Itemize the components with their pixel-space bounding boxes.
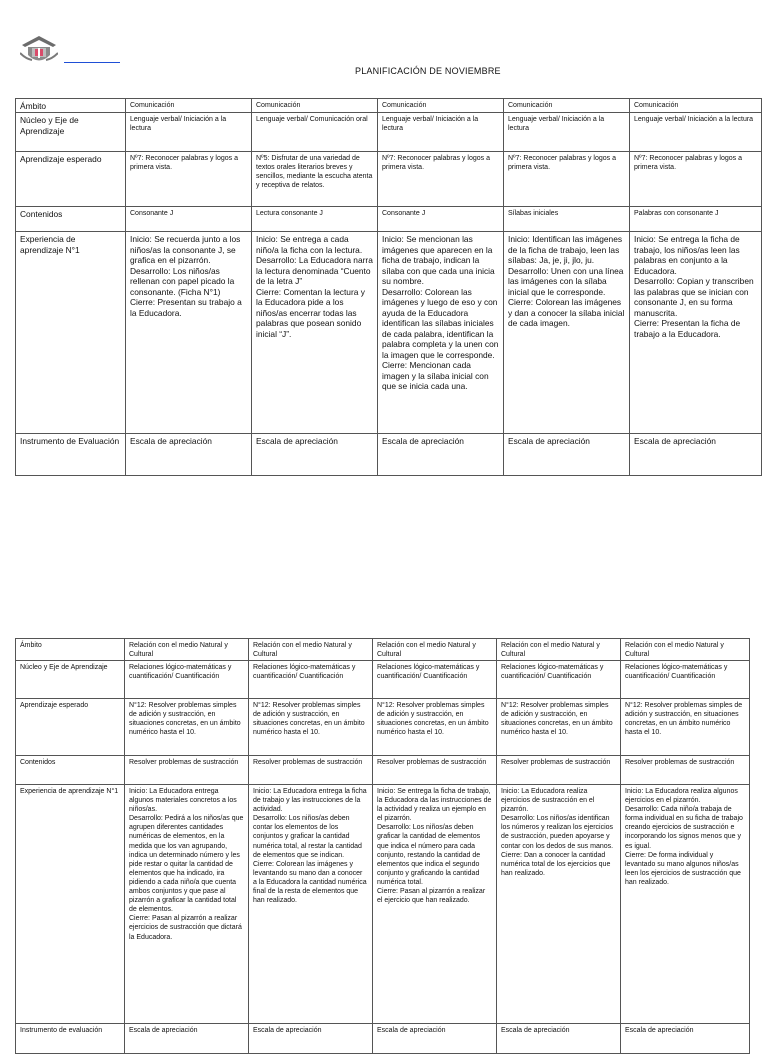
table-cell: Escala de apreciación (621, 1024, 750, 1054)
table-row (16, 152, 762, 207)
table-cell: Palabras con consonante J (630, 207, 762, 232)
table-cell: Resolver problemas de sustracción (621, 756, 750, 785)
row-label: Aprendizaje esperado (16, 699, 125, 756)
table-cell: Comunicación (252, 99, 378, 113)
table-cell: Escala de apreciación (630, 434, 762, 476)
table-cell: Lenguaje verbal/ Comunicación oral (252, 113, 378, 152)
table-cell: N°12: Resolver problemas simples de adición y sustracción, en situaciones concretas, en un ámbito numérico hasta el 10. (125, 699, 249, 756)
row-label: Experiencia de aprendizaje N°1 (16, 232, 126, 434)
row-label: Aprendizaje esperado (16, 152, 126, 207)
table-cell: Nº7: Reconocer palabras y logos a primera vista. (630, 152, 762, 207)
logo-link-underline (64, 62, 120, 63)
table-cell: Escala de apreciación (373, 1024, 497, 1054)
table-cell: N°12: Resolver problemas simples de adición y sustracción, en situaciones concretas, en un ámbito numérico hasta el 10. (249, 699, 373, 756)
table-row (16, 434, 762, 476)
table-cell: Inicio: Se entrega a cada niño/a la ficha con la lectura. Desarrollo: La Educadora narra la lectura denominada “Cuento de la letra J” Cierre: Comentan la lectura y la Educadora pide a los niños/as encerrar todas las palabras que posean sonido inicial “J”. (252, 232, 378, 434)
table-cell: Resolver problemas de sustracción (373, 756, 497, 785)
table-cell: Lenguaje verbal/ Iniciación a la lectura (630, 113, 762, 152)
table-cell: N°12: Resolver problemas simples de adición y sustracción, en situaciones concretas, en un ámbito numérico hasta el 10. (497, 699, 621, 756)
table-cell: Escala de apreciación (125, 1024, 249, 1054)
table-cell: Inicio: La Educadora entrega algunos materiales concretos a los niños/as. Desarrollo: Pedirá a los niños/as que agrupen diferentes cantidades numéricas de elementos, en la medida que los van agrupando, indica un determinado número y les pide restar o quitar la cantidad de elementos que ha indicado, ira pidiendo a cada niño/a que cuenta ambos conjuntos y que pase al pizarrón a graficar la cantidad total de elementos. Cierre: Pasan al pizarrón a realizar ejercicios de sustracción que dictará la Educadora. (125, 785, 249, 1024)
table-cell: Inicio: Se recuerda junto a los niños/as la consonante J, se grafica en el pizarrón. Desarrollo: Los niños/as rellenan con papel picado la consonante. (Ficha N°1) Cierre: Presentan su trabajo a la Educadora. (126, 232, 252, 434)
table-cell: Inicio: La Educadora entrega la ficha de trabajo y las instrucciones de la actividad. Desarrollo: Los niños/as deben contar los elementos de los conjuntos y graficar la cantidad numérica total, al restar la cantidad de elementos que se indican. Cierre: Colorean las imágenes y levantando su mano dan a conocer a la Educadora la cantidad numérica final de la resta de elementos que han realizado. (249, 785, 373, 1024)
table-row (16, 113, 762, 152)
table-row (16, 699, 750, 756)
table-cell: Inicio: Identifican las imágenes de la ficha de trabajo, leen las sílabas: Ja, je, ji, jlo, ju. Desarrollo: Unen con una línea las imágenes con la sílaba inicial que le corresponde. Cierre: Colorean las imágenes y dan a conocer la sílaba inicial de cada imagen. (504, 232, 630, 434)
table-cell: Relaciones lógico-matemáticas y cuantificación/ Cuantificación (249, 661, 373, 699)
table-row (16, 207, 762, 232)
table-cell: Relaciones lógico-matemáticas y cuantificación/ Cuantificación (497, 661, 621, 699)
row-label: Contenidos (16, 207, 126, 232)
table-cell: Consonante J (126, 207, 252, 232)
row-label: Ámbito (16, 639, 125, 661)
table-cell: Nº5: Disfrutar de una variedad de textos orales literarios breves y sencillos, mediante la escucha atenta y receptiva de relatos. (252, 152, 378, 207)
table-cell: Escala de apreciación (497, 1024, 621, 1054)
table-cell: Sílabas iniciales (504, 207, 630, 232)
school-crest-icon (20, 33, 58, 67)
table-cell: Comunicación (504, 99, 630, 113)
table-row (16, 99, 762, 113)
table-cell: Relación con el medio Natural y Cultural (125, 639, 249, 661)
table-cell: Nº7: Reconocer palabras y logos a primera vista. (126, 152, 252, 207)
table-cell: Inicio: La Educadora realiza algunos ejercicios en el pizarrón. Desarrollo: Cada niño/a trabaja de forma individual en su ficha de trabajo creando ejercicios de sustracción e incorporando los signos menos que y es igual. Cierre: De forma individual y levantado su mano algunos niños/as leen los ejercicios de sustracción que han realizado. (621, 785, 750, 1024)
row-label: Ámbito (16, 99, 126, 113)
table-cell: Lenguaje verbal/ Iniciación a la lectura (378, 113, 504, 152)
table-row (16, 1024, 750, 1054)
table-cell: N°12: Resolver problemas simples de adición y sustracción, en situaciones concretas, en un ámbito numérico hasta el 10. (621, 699, 750, 756)
table-cell: Comunicación (630, 99, 762, 113)
table-row (16, 639, 750, 661)
table-cell: Relación con el medio Natural y Cultural (373, 639, 497, 661)
table-cell: Relaciones lógico-matemáticas y cuantificación/ Cuantificación (125, 661, 249, 699)
table-cell: Inicio: Se entrega la ficha de trabajo, los niños/as leen las palabras en conjunto a la Educadora. Desarrollo: Copian y transcriben las palabras que se inician con consonante J, en su forma manuscrita. Cierre: Presentan la ficha de trabajo a la Educadora. (630, 232, 762, 434)
table-cell: Escala de apreciación (249, 1024, 373, 1054)
table-cell: Lenguaje verbal/ Iniciación a la lectura (504, 113, 630, 152)
planning-table-comunicacion (15, 98, 762, 476)
table-cell: Nº7: Reconocer palabras y logos a primera vista. (378, 152, 504, 207)
table-cell: Inicio: Se entrega la ficha de trabajo, la Educadora da las instrucciones de la actividad y realiza un ejemplo en el pizarrón. Desarrollo: Los niños/as deben graficar la cantidad de elementos que indica el número para cada conjunto, restando la cantidad de elementos que indica el segundo conjunto y graficando la cantidad numérica total. Cierre: Pasan al pizarrón a realizar el ejercicio que han realizado. (373, 785, 497, 1024)
row-label: Contenidos (16, 756, 125, 785)
table-cell: Resolver problemas de sustracción (125, 756, 249, 785)
table-cell: Resolver problemas de sustracción (249, 756, 373, 785)
planning-table-medio-natural (15, 638, 750, 1054)
row-label: Experiencia de aprendizaje N°1 (16, 785, 125, 1024)
table-cell: Escala de apreciación (504, 434, 630, 476)
table-cell: Relación con el medio Natural y Cultural (497, 639, 621, 661)
table-cell: Lenguaje verbal/ Iniciación a la lectura (126, 113, 252, 152)
page-title: PLANIFICACIÓN DE NOVIEMBRE (355, 66, 501, 76)
table-cell: Comunicación (378, 99, 504, 113)
table-cell: Inicio: La Educadora realiza ejercicios de sustracción en el pizarrón. Desarrollo: Los niños/as identifican los números y realizan los ejercicios de sustracción, pueden apoyarse y contar con los dedos de sus manos. Cierre: Dan a conocer la cantidad numérica total de los ejercicios que han realizado. (497, 785, 621, 1024)
table-cell: N°12: Resolver problemas simples de adición y sustracción, en situaciones concretas, en un ámbito numérico hasta el 10. (373, 699, 497, 756)
table-cell: Lectura consonante J (252, 207, 378, 232)
table-cell: Relación con el medio Natural y Cultural (621, 639, 750, 661)
table-cell: Resolver problemas de sustracción (497, 756, 621, 785)
row-label: Núcleo y Eje de Aprendizaje (16, 113, 126, 152)
table-row (16, 785, 750, 1024)
table-cell: Relaciones lógico-matemáticas y cuantificación/ Cuantificación (621, 661, 750, 699)
table-cell: Nº7: Reconocer palabras y logos a primera vista. (504, 152, 630, 207)
table-cell: Inicio: Se mencionan las imágenes que aparecen en la ficha de trabajo, indican la sílaba con que cada una inicia su nombre. Desarrollo: Colorean las imágenes y luego de eso y con ayuda de la Educadora identifican las sílabas iniciales de cada palabra, identifican la palabra completa y la unen con la imagen que le corresponde. Cierre: Mencionan cada imagen y la sílaba inicial con que se inicia cada una. (378, 232, 504, 434)
table-cell: Escala de apreciación (378, 434, 504, 476)
table-cell: Relaciones lógico-matemáticas y cuantificación/ Cuantificación (373, 661, 497, 699)
row-label: Núcleo y Eje de Aprendizaje (16, 661, 125, 699)
row-label: Instrumento de Evaluación (16, 434, 126, 476)
table-row (16, 756, 750, 785)
table-row (16, 232, 762, 434)
table-cell: Comunicación (126, 99, 252, 113)
table-cell: Escala de apreciación (126, 434, 252, 476)
table-row (16, 661, 750, 699)
table-cell: Relación con el medio Natural y Cultural (249, 639, 373, 661)
table-cell: Escala de apreciación (252, 434, 378, 476)
row-label: Instrumento de evaluación (16, 1024, 125, 1054)
table-cell: Consonante J (378, 207, 504, 232)
